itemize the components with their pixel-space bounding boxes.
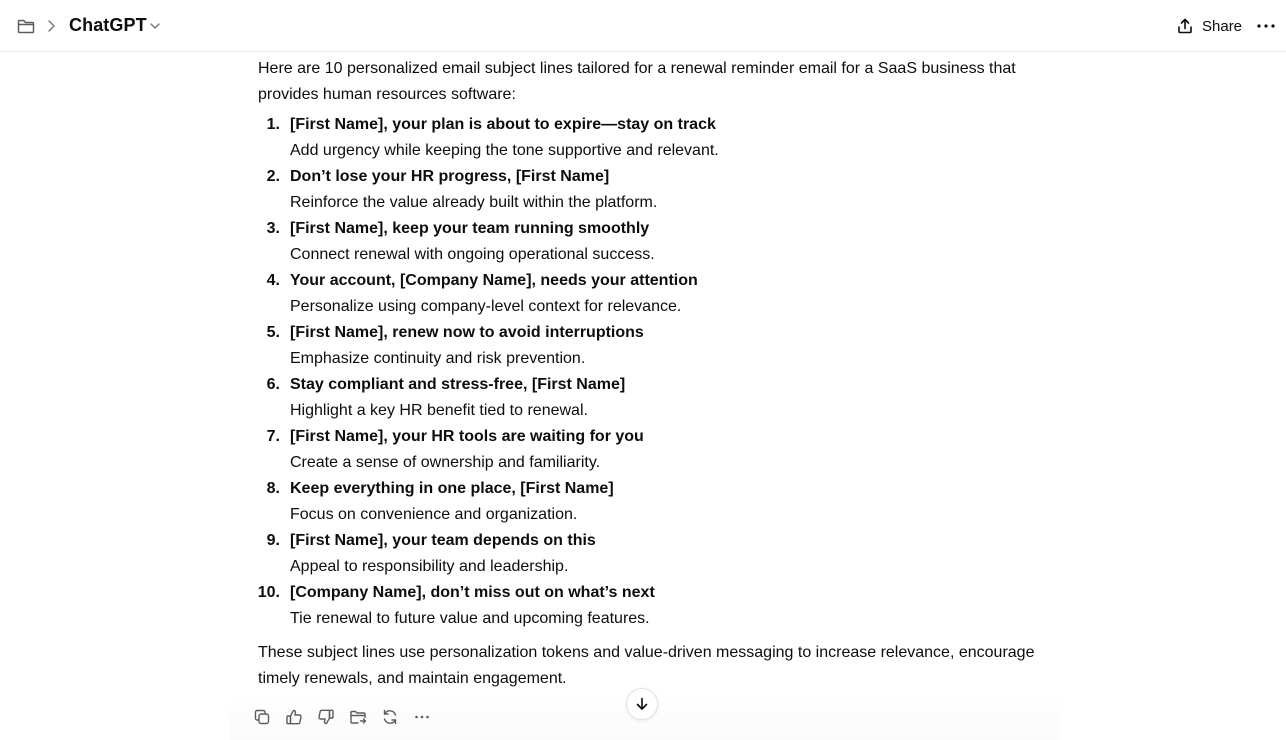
item-description: Tie renewal to future value and upcoming features. — [290, 610, 650, 627]
item-number: 1. — [266, 116, 280, 133]
list-item — [258, 372, 1038, 424]
list-item — [258, 424, 1038, 476]
item-title: [First Name], keep your team running smoothly — [290, 220, 650, 237]
item-description: Appeal to responsibility and leadership. — [290, 558, 569, 575]
item-description: Emphasize continuity and risk prevention. — [290, 350, 586, 367]
copy-icon — [253, 708, 271, 726]
good-response-button[interactable] — [282, 701, 306, 733]
message-intro: Here are 10 personalized email subject lines tailored for a renewal reminder email for a SaaS business that provides human resources software: — [258, 60, 1016, 103]
list-item — [258, 528, 1038, 580]
item-description: Focus on convenience and organization. — [290, 506, 578, 523]
item-number: 4. — [266, 272, 280, 289]
list-item — [258, 580, 1038, 632]
item-description: Personalize using company-level context for relevance. — [290, 298, 682, 315]
more-actions-button[interactable] — [410, 701, 434, 733]
subject-line-list — [258, 112, 1038, 632]
item-title: [First Name], renew now to avoid interruptions — [290, 324, 644, 341]
item-title: [First Name], your plan is about to expire—stay on track — [290, 116, 716, 133]
message-outro: These subject lines use personalization tokens and value-driven messaging to increase relevance, encourage timely renewals, and maintain engagement. — [258, 644, 1035, 687]
item-description: Add urgency while keeping the tone supportive and relevant. — [290, 142, 719, 159]
item-number: 5. — [266, 324, 280, 341]
more-horizontal-icon — [413, 708, 431, 726]
thumbs-up-icon — [285, 708, 303, 726]
item-title: [First Name], your team depends on this — [290, 532, 596, 549]
regenerate-button[interactable] — [378, 701, 402, 733]
item-title: Stay compliant and stress-free, [First Name] — [290, 376, 626, 393]
item-description: Connect renewal with ongoing operational success. — [290, 246, 655, 263]
item-description: Highlight a key HR benefit tied to renewal. — [290, 402, 588, 419]
item-number: 8. — [266, 480, 280, 497]
list-item — [258, 320, 1038, 372]
list-item — [258, 268, 1038, 320]
move-to-project-button[interactable] — [346, 701, 370, 733]
list-item — [258, 216, 1038, 268]
regenerate-icon — [381, 708, 399, 726]
item-number: 2. — [266, 168, 280, 185]
list-item — [258, 112, 1038, 164]
item-number: 3. — [266, 220, 280, 237]
chevron-down-icon[interactable] — [148, 19, 162, 33]
copy-button[interactable] — [250, 701, 274, 733]
chevron-right-icon — [44, 17, 58, 35]
item-title: [Company Name], don’t miss out on what’s next — [290, 584, 655, 601]
top-bar — [0, 0, 1286, 52]
share-button[interactable] — [1168, 10, 1250, 42]
list-item — [258, 164, 1038, 216]
item-title: [First Name], your HR tools are waiting for you — [290, 428, 644, 445]
bad-response-button[interactable] — [314, 701, 338, 733]
item-title: Your account, [Company Name], needs your attention — [290, 272, 698, 289]
scroll-to-bottom-button[interactable] — [626, 688, 658, 720]
arrow-down-icon — [634, 696, 650, 712]
item-description: Create a sense of ownership and familiarity. — [290, 454, 601, 471]
assistant-message — [258, 56, 1038, 692]
item-title: Don’t lose your HR progress, [First Name] — [290, 168, 610, 185]
list-item — [258, 476, 1038, 528]
folder-icon[interactable] — [16, 16, 36, 36]
share-label: Share — [1202, 17, 1243, 35]
message-actions — [250, 701, 434, 733]
item-number: 9. — [266, 532, 280, 549]
item-description: Reinforce the value already built within the platform. — [290, 194, 658, 211]
move-to-folder-icon — [349, 708, 367, 726]
model-selector-title[interactable]: ChatGPT — [69, 15, 147, 35]
thumbs-down-icon — [317, 708, 335, 726]
item-number: 10. — [257, 584, 280, 601]
item-title: Keep everything in one place, [First Name] — [290, 480, 614, 497]
item-number: 6. — [266, 376, 280, 393]
more-options-icon[interactable] — [1254, 14, 1278, 38]
share-icon — [1176, 17, 1194, 35]
item-number: 7. — [266, 428, 280, 445]
